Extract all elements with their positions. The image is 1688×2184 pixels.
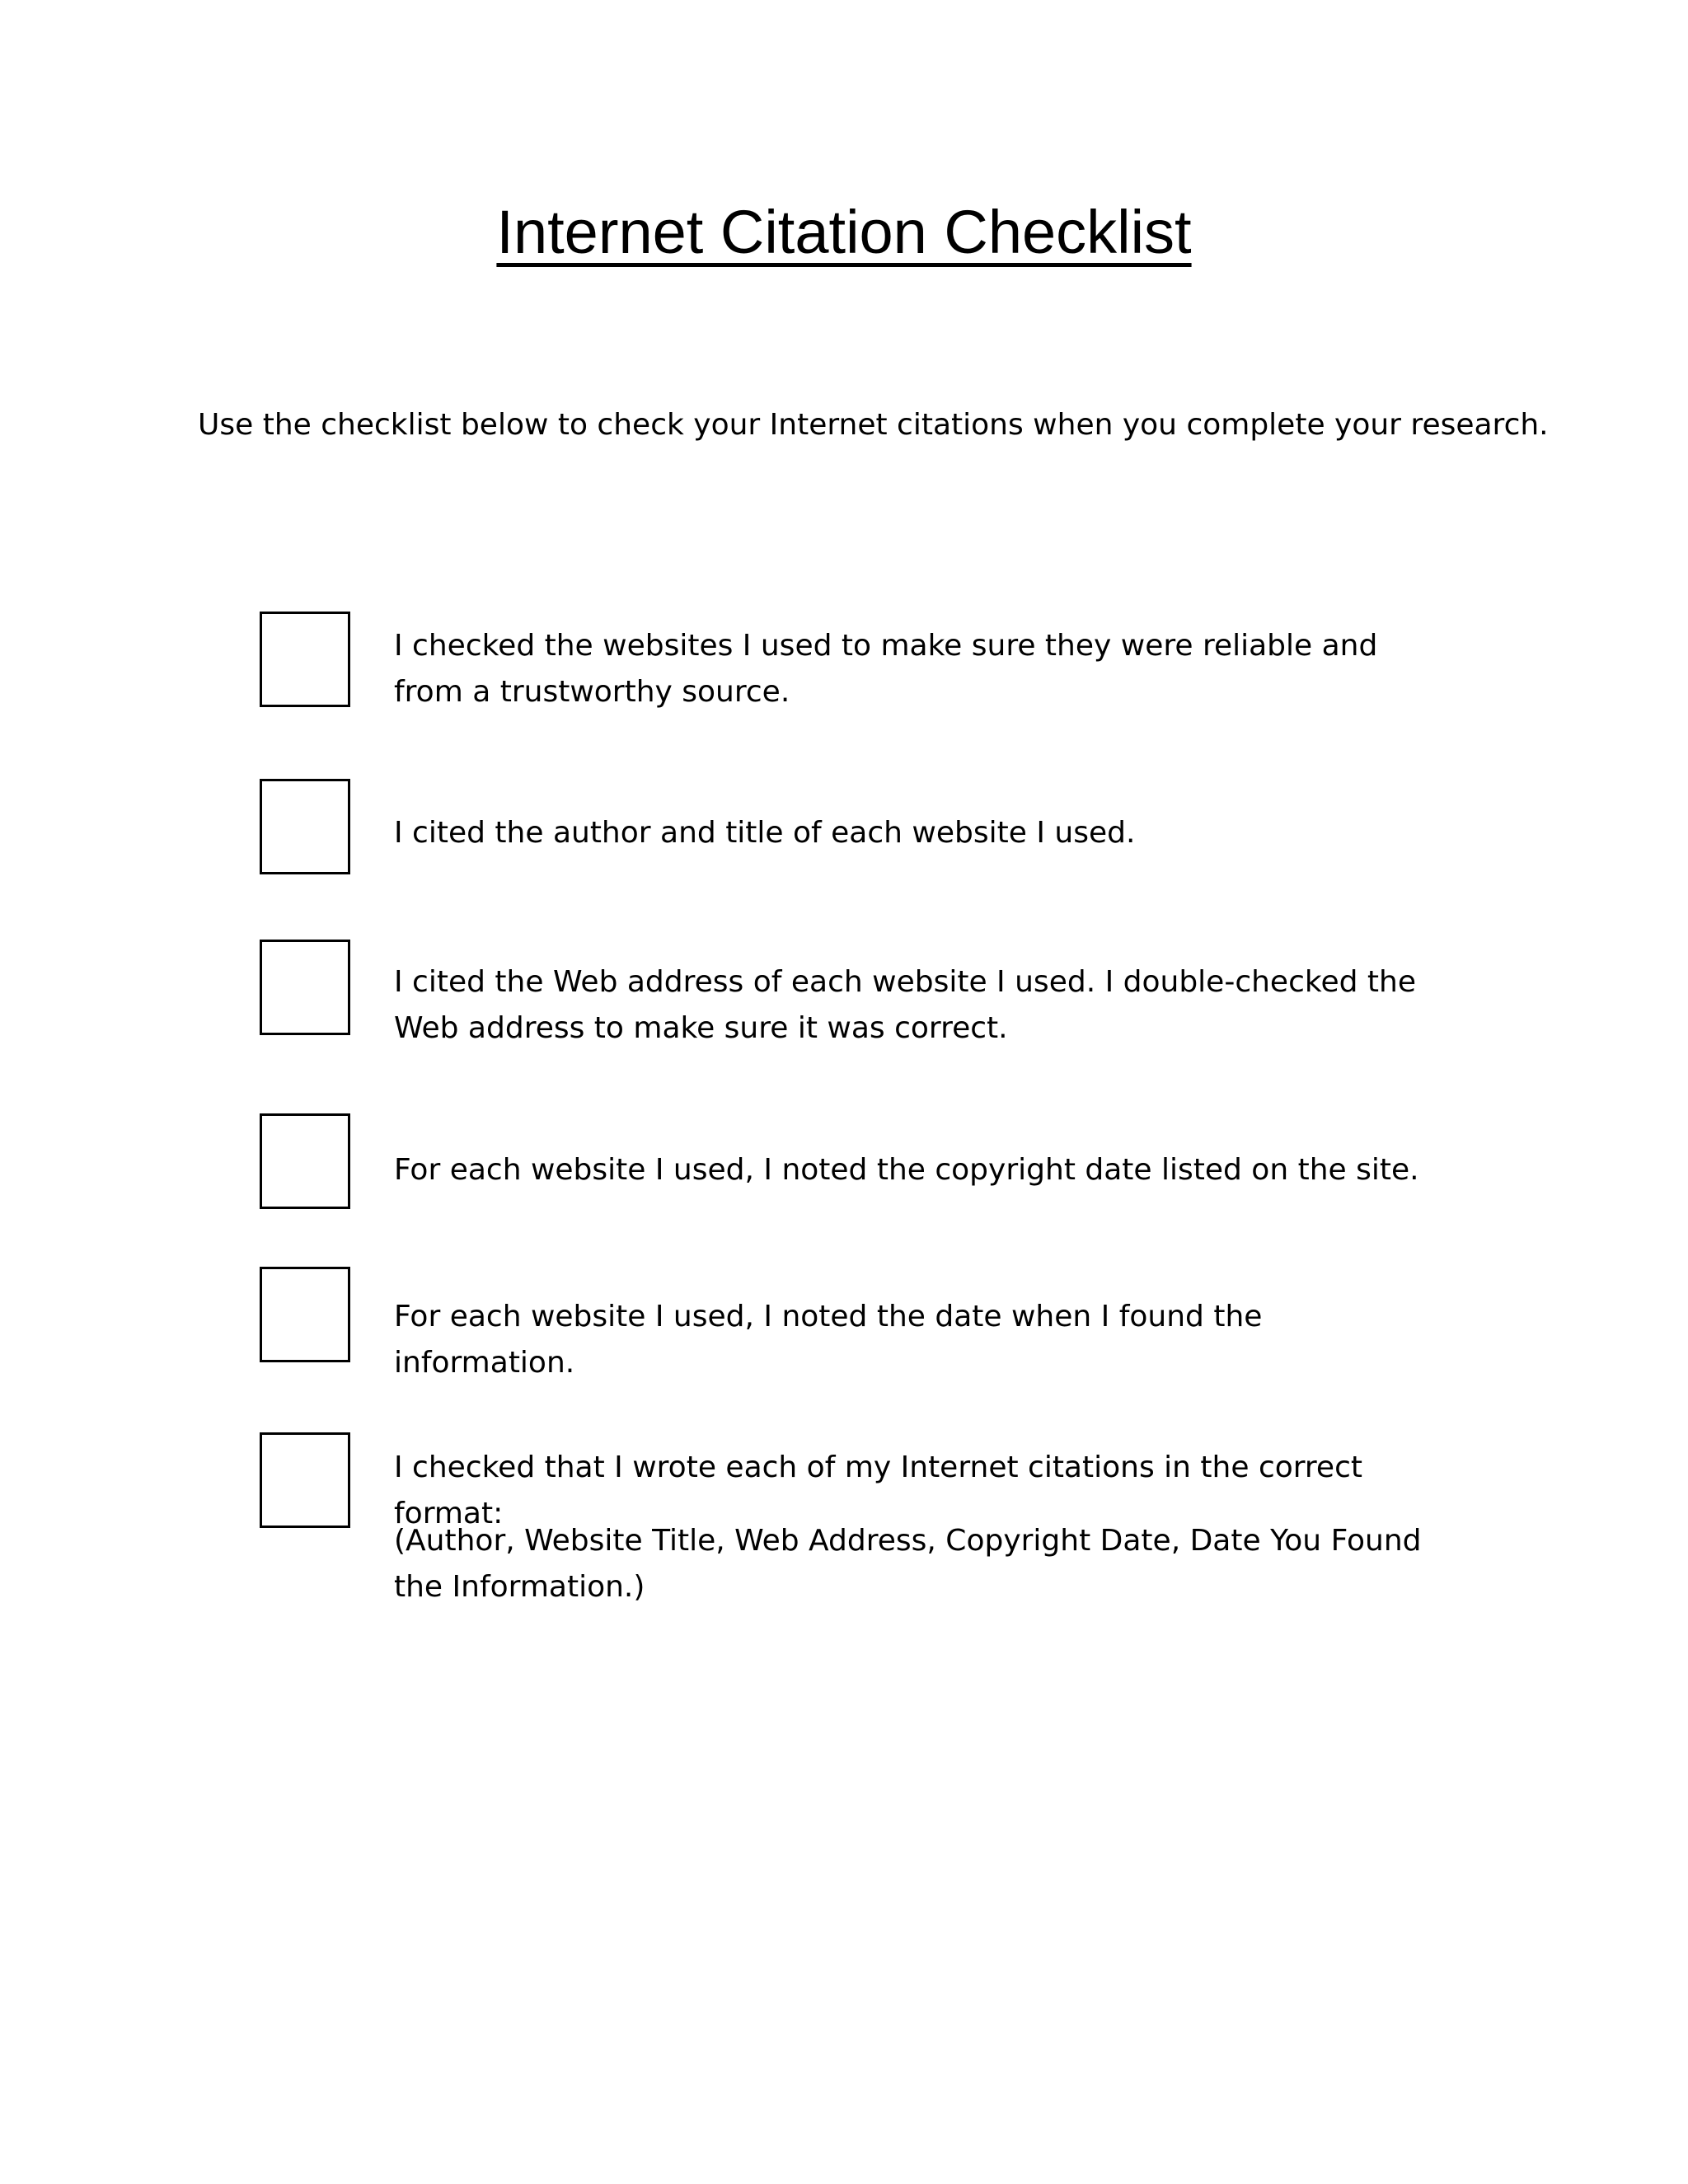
checklist-item-text: I cited the Web address of each website I used. I double-checked the Web address to make sure it was correct. — [394, 965, 1416, 1045]
checkbox[interactable] — [260, 612, 350, 707]
checkbox[interactable] — [260, 1267, 350, 1362]
checklist-item-note: (Author, Website Title, Web Address, Copyright Date, Date You Found the Information.) — [394, 1524, 1422, 1604]
checkbox[interactable] — [260, 1432, 350, 1528]
checklist-item-text: For each website I used, I noted the copyright date listed on the site. — [394, 1153, 1419, 1187]
checklist-item-text: For each website I used, I noted the date when I found the information. — [394, 1300, 1263, 1380]
checkbox[interactable] — [260, 940, 350, 1035]
intro-text: Use the checklist below to check your Internet citations when you complete your research. — [198, 408, 1549, 442]
checklist-item-text: I checked that I wrote each of my Internet citations in the correct format: — [394, 1451, 1362, 1530]
checkbox[interactable] — [260, 1113, 350, 1209]
checklist-item-text: I cited the author and title of each website I used. — [394, 816, 1136, 850]
checkbox[interactable] — [260, 779, 350, 874]
page-title: Internet Citation Checklist — [496, 198, 1192, 266]
checklist-item-text: I checked the websites I used to make sure they were reliable and from a trustworthy source. — [394, 629, 1378, 709]
